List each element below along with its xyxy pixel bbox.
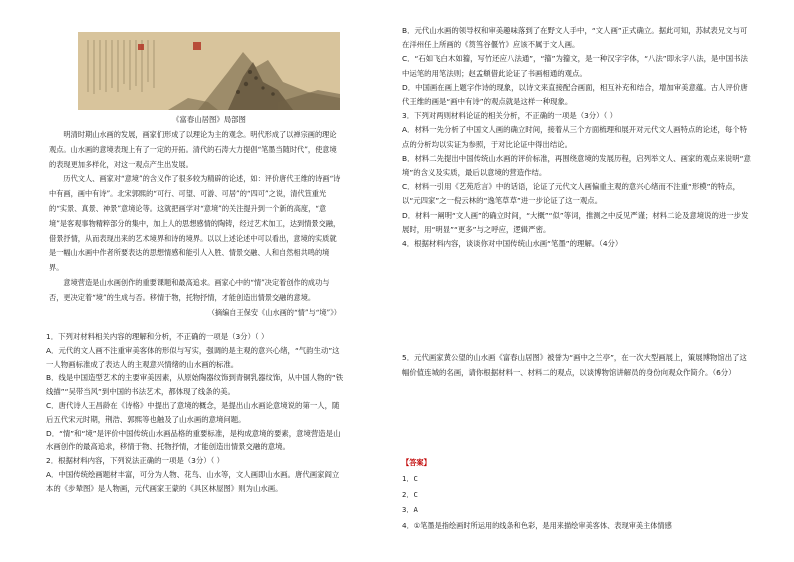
question-2-4-block [402, 24, 752, 251]
question-2-option-c: C．“石如飞白木如籀，写竹还应八法通”，“籀”为籀文，是一种汉字字体，“八法”即永字八法，是中国书法中运笔的用笔法则；赵孟頫借此论证了书画相通的观点。 [402, 54, 748, 78]
question-2-option-a: A．中国传统绘画题材丰富，可分为人物、花鸟、山水等，文人画即山水画。唐代画家阎立本的《步辇图》是人物画，元代画家王蒙的《具区林屋图》则为山水画。 [46, 469, 340, 493]
question-1-option-c: C．唐代诗人王昌龄在《诗格》中提出了意境的概念，是提出山水画论意境说的第一人，随后五代宋元时期，荆浩、郭熙等也触及了山水画的意境问题。 [46, 400, 340, 424]
answer-3: 3．A [402, 505, 418, 515]
answer-4: 4．①笔墨是指绘画时所运用的线条和色彩，是用来描绘审美客体、表现审美主体情感 [402, 521, 672, 531]
answer-block [402, 455, 752, 534]
question-1-stem: 1．下列对材料相关内容的理解和分析，不正确的一项是（3分）（ ） [46, 332, 269, 341]
answer-tag: 【答案】 [402, 458, 431, 467]
question-4-stem: 4．根据材料内容，谈谈你对中国传统山水画“笔墨”的理解。（4分） [402, 239, 623, 249]
question-3-option-c: C．材料一引用《艺苑卮言》中的话语，论证了元代文人画偏重主观的意兴心绪而不注重“形模”的特点，以“元四家”之一倪云林的“逸笔草草”进一步论证了这一观点。 [402, 182, 741, 206]
question-1-2-block [46, 330, 346, 496]
question-3-option-a: A．材料一先分析了中国文人画的确立时间，接着从三个方面梳理和展开对元代文人画特点的论述，每个特点的分析均以实证为参照，于对比论证中得出结论。 [402, 125, 748, 149]
essay-source: （摘编自王保安《山水画的“情”与“境”》） [207, 307, 341, 317]
painting-image [78, 32, 340, 110]
question-1-option-b: B．线是中国造型艺术的主要审美因素，从原始陶器纹饰到青铜乳器纹饰，从中国人物的“铁线描”“吴带当风”到中国的书法艺术，都体现了线条的美。 [46, 373, 344, 397]
material-essay [49, 128, 341, 320]
essay-paragraph: 意境营造是山水画创作的重要课题和最高追求。画家心中的“情”决定着创作的成功与否，更决定着“境”的生成与否。移情于物，托物抒情，才能创造出情景交融的意境。 [49, 277, 330, 302]
painting-caption: 《富春山居图》局部图 [172, 115, 246, 124]
question-1-option-d: D．“情”和“境”是评价中国传统山水画品格的重要标准，是构成意境的要素，意境营造是山水画创作的最高追求，移情于物、托物抒情，才能创造出情景交融的意境。 [46, 428, 341, 452]
question-2-option-b: B．元代山水画的领导权和审美趣味落到了在野文人手中，“文人画”正式确立。据此可知，苏轼表兄文与可在洋州任上所画的《筼筜谷偃竹》应该不属于文人画。 [402, 26, 748, 50]
question-3-option-b: B．材料二先提出中国传统山水画的评价标准，再围绕意境的发展历程，启列举文人、画家的观点来说明“意境”的含义及实质，最后以意境的营造作结。 [402, 153, 751, 178]
question-5-block [402, 344, 752, 387]
answer-2: 2．C [402, 489, 418, 499]
question-3-option-d: D．材料一阐明“文人画”的确立时间，“大概”“似”等词，推测之中反见严谨；材料二论及意境说的进一步发展时，用“明显”“更多”与之呼应，逻辑严密。 [402, 210, 749, 234]
answer-1: 1．C [402, 473, 418, 483]
question-3-stem: 3．下列对两则材料论证的相关分析，不正确的一项是（3分）（ ） [402, 111, 617, 121]
essay-paragraph: 明清时期山水画的发展，画家们形成了以理论为主的观念。明代形成了以禅宗画的理论观点。山水画的意境表现上有了一定的开拓。清代的石涛大力提倡“笔墨当随时代”，使意境的表现更加多样化，对这一观点产生出发展。 [49, 130, 337, 169]
question-5-stem: 5．元代画家黄公望的山水画《富春山居图》被誉为“画中之兰亭”，在一次大型画展上，策展博物馆出了这幅价值连城的名画，请你根据材料一、材料二的观点，以谈博物馆讲解员的身份向观众作简介。（6分） [402, 353, 747, 377]
landscape-painting [78, 32, 340, 110]
question-1-option-a: A．元代的文人画不注重审美客体的形似与写实，强调的是主观的意兴心绪，“气韵生动”这一人物画标准成了表达人的主观意兴情绪的山水画的标准。 [46, 345, 340, 369]
essay-paragraph: 历代文人、画家对“意境”的含义作了很多较为精辟的论述，如：评价唐代王维的诗画“诗中有画，画中有诗”。北宋郭熙的“可行、可望、可游、可居”的“四可”之说，清代笪重光的“实景、真景、神景”意境论等。这就把画学对“意境”的关注提升到一个新的高度，“意境”是客观事物精粹部分的集中，加上人的思想感情的陶铸，经过艺术加工，达到情景交融，借景抒情，从而表现出来的艺术境界和诗的境界。以以上述论述中可以看出，意境的实质就是一幅山水画中作者所要表达的思想情感和能引人入胜、情景交融、人和自然相共鸣的境界。 [49, 174, 341, 273]
question-2-stem: 2．根据材料内容，下列说法正确的一项是（3分）（ ） [46, 456, 225, 466]
question-2-option-d: D．中国画在画上题字作诗的现象，以诗文来直接配合画面，相互补充和结合，增加审美意蕴。古人评价唐代王维的画是“画中有诗”的观点就是这样一种现象。 [402, 82, 748, 107]
